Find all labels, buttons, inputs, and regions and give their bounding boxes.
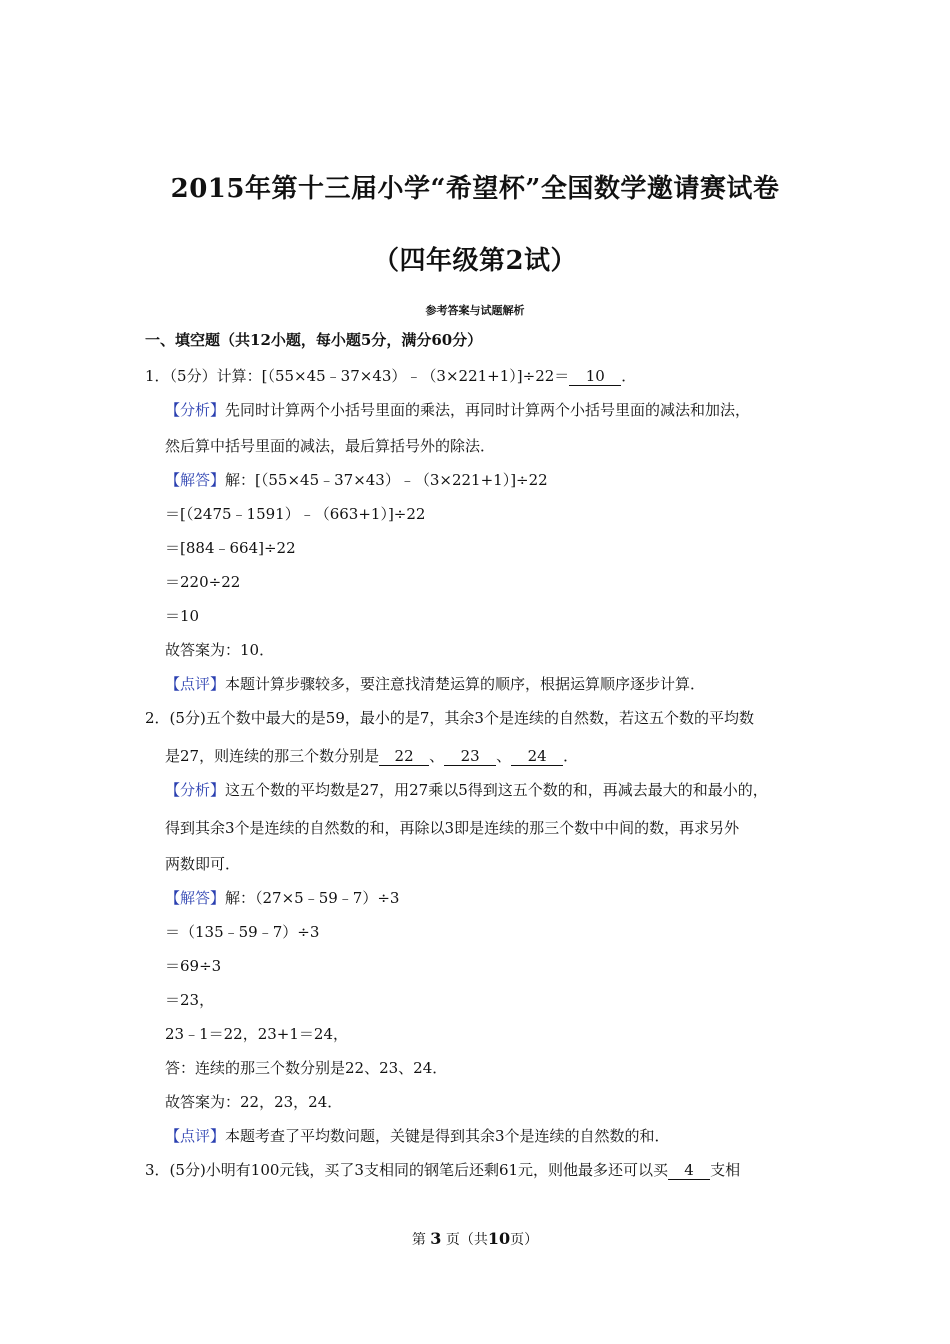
analysis-tag: 【分析】 (165, 781, 226, 799)
solution-tag: 【解答】 (165, 471, 226, 489)
footer-prefix: 第 (411, 1232, 426, 1248)
q2-answer-blank-1: 22 (379, 747, 429, 766)
q1-step-5: ＝10 (165, 607, 200, 625)
q1-analysis-text: 先同时计算两个小括号里面的乘法，再同时计算两个小括号里面的减法和加法， (225, 401, 751, 419)
footer-suffix: 页） (510, 1232, 539, 1248)
q1-question-text: 1．（5分）计算：[（55×45﹣37×43）﹣（3×221+1）]÷22＝ (145, 367, 570, 385)
q2-analysis (165, 780, 768, 800)
section-heading: 一、填空题（共12小题，每小题5分，满分60分） (145, 331, 483, 349)
footer-total-pages: 10 (487, 1229, 511, 1248)
q2-step-6: 答：连续的那三个数分别是22、23、24． (165, 1059, 448, 1077)
q2-question: 2．(5分)五个数中最大的是59，最小的是7，其余3个是连续的自然数，若这五个数的平均数 (145, 709, 754, 727)
q1-question-suffix: ． (621, 367, 637, 385)
q1-solution-text: 解：[（55×45﹣37×43）﹣（3×221+1）]÷22 (225, 471, 548, 489)
q2-question-suffix: ． (563, 747, 579, 765)
q1-analysis (165, 400, 750, 420)
q1-analysis-cont: 然后算中括号里面的减法，最后算括号外的除法． (165, 437, 496, 455)
q1-step-3: ＝[884﹣664]÷22 (165, 539, 296, 557)
q1-final-answer: 故答案为：10． (165, 641, 275, 659)
q2-solution (165, 888, 399, 908)
q2-step-3: ＝69÷3 (165, 957, 222, 975)
q3-question-text: 3．(5分)小明有100元钱，买了3支相同的钢笔后还剩61元，则他最多还可以买 (145, 1161, 669, 1179)
q2-separator-1: 、 (429, 747, 445, 765)
q3-question (145, 1160, 740, 1180)
q1-comment-text: 本题计算步骤较多，要注意找清楚运算的顺序，根据运算顺序逐步计算． (225, 675, 706, 693)
q2-analysis-cont-1: 得到其余3个是连续的自然数的和，再除以3即是连续的那三个数中中间的数，再求另外 (165, 819, 740, 837)
q1-question (145, 366, 636, 386)
q2-question-text: 是27，则连续的那三个数分别是 (165, 747, 380, 765)
q2-question-cont (165, 746, 578, 766)
q2-separator-2: 、 (496, 747, 512, 765)
page-title: 2015年第十三届小学“希望杯”全国数学邀请赛试卷 (170, 174, 780, 204)
q1-step-4: ＝220÷22 (165, 573, 241, 591)
analysis-tag: 【分析】 (165, 401, 226, 419)
q1-step-2: ＝[（2475﹣1591）﹣（663+1）]÷22 (165, 505, 426, 523)
q2-solution-text: 解：（27×5﹣59﹣7）÷3 (225, 889, 400, 907)
footer-middle: 页（共 (445, 1232, 488, 1248)
q1-comment (165, 674, 705, 694)
q2-answer-blank-2: 23 (444, 747, 496, 766)
footer-page-number: 3 (430, 1229, 442, 1248)
page-footer (0, 1229, 950, 1249)
q2-comment-text: 本题考查了平均数问题，关键是得到其余3个是连续的自然数的和． (225, 1127, 670, 1145)
comment-tag: 【点评】 (165, 675, 226, 693)
q3-question-suffix: 支相 (710, 1161, 741, 1179)
q2-step-2: ＝（135﹣59﹣7）÷3 (165, 923, 320, 941)
q2-step-5: 23﹣1＝22，23+1＝24， (165, 1025, 349, 1043)
q2-analysis-cont-2: 两数即可． (165, 855, 241, 873)
q1-solution (165, 470, 548, 490)
q2-comment (165, 1126, 670, 1146)
comment-tag: 【点评】 (165, 1127, 226, 1145)
q2-step-4: ＝23， (165, 991, 215, 1009)
q1-answer-blank: 10 (569, 367, 621, 386)
q2-analysis-text: 这五个数的平均数是27，用27乘以5得到这五个数的和，再减去最大的和最小的， (225, 781, 768, 799)
answer-key-caption: 参考答案与试题解析 (425, 304, 525, 317)
solution-tag: 【解答】 (165, 889, 226, 907)
q2-final-answer: 故答案为：22，23，24． (165, 1093, 343, 1111)
q3-answer-blank: 4 (668, 1161, 710, 1180)
q2-answer-blank-3: 24 (511, 747, 563, 766)
page-subtitle: （四年级第2试） (372, 246, 578, 276)
